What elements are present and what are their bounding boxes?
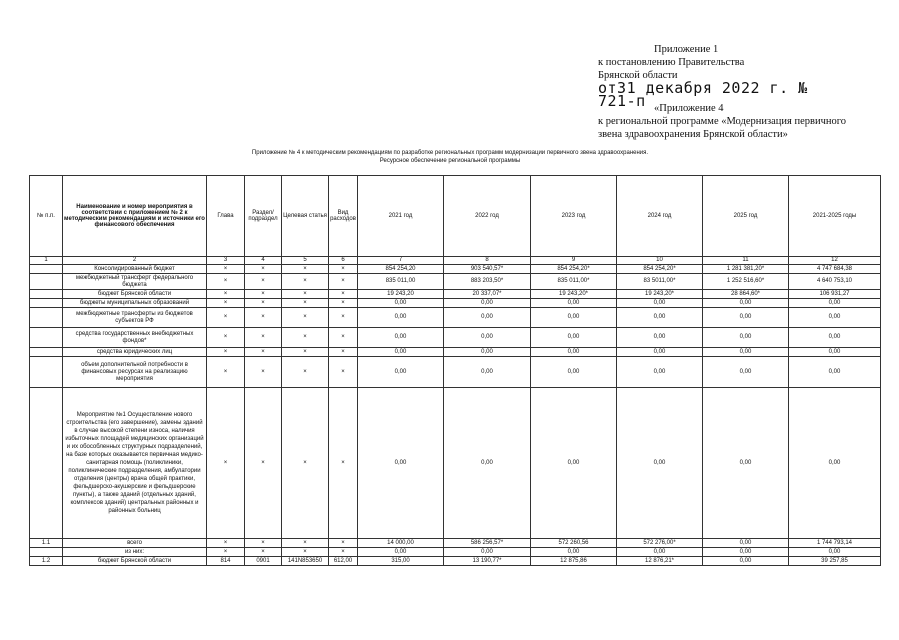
table-cell: 14 000,00 — [358, 539, 444, 548]
table-cell: 19 243,20* — [531, 290, 617, 299]
resource-table — [29, 175, 881, 566]
column-header: Глава — [207, 176, 245, 257]
column-header: Вид расходов — [329, 176, 358, 257]
table-cell: 4 747 684,38 — [789, 265, 881, 274]
table-cell: × — [329, 328, 358, 348]
table-cell: 0901 — [245, 557, 282, 566]
table-cell: 835 011,00* — [531, 274, 617, 290]
table-cell: 0,00 — [703, 388, 789, 539]
column-number: 8 — [444, 257, 531, 265]
table-cell: 0,00 — [789, 308, 881, 328]
table-cell: 4 640 753,10 — [789, 274, 881, 290]
table-cell: × — [282, 274, 329, 290]
row-label-cell: средства юридических лиц — [63, 348, 207, 357]
table-cell: × — [282, 308, 329, 328]
table-row — [30, 548, 881, 557]
table-cell: × — [245, 265, 282, 274]
table-cell: 0,00 — [789, 548, 881, 557]
table-cell: 83 5011,00* — [617, 274, 703, 290]
table-cell: 0,00 — [703, 557, 789, 566]
table-cell: 0,00 — [444, 348, 531, 357]
table-cell: 0,00 — [703, 357, 789, 388]
row-label-cell: Мероприятие №1 Осуществление нового строительства (его завершение), замены зданий в случае высокой степени износа, наличия избыточных площадей медицинских организаций и их обособленных структурных подразделений, на базе которых оказывается первичная медико-санитарная помощь (поликлиники, поликлинические подразделения, амбулатории отделения (центры) врача общей практики, фельдшерско-акушерские и фельдшерские пункты), а также зданий (отдельных зданий, комплексов зданий) центральных районных и районных больниц — [63, 388, 207, 539]
table-row — [30, 290, 881, 299]
table-cell: 612,00 — [329, 557, 358, 566]
table-cell: 0,00 — [358, 548, 444, 557]
table-cell: 0,00 — [703, 328, 789, 348]
table-cell: 0,00 — [444, 388, 531, 539]
table-cell: × — [245, 290, 282, 299]
table-cell: × — [207, 539, 245, 548]
table-cell: × — [245, 348, 282, 357]
table-cell: × — [207, 388, 245, 539]
column-number: 11 — [703, 257, 789, 265]
table-cell: × — [282, 548, 329, 557]
decree-date-stamp: от31 декабря 2022 г. № 721-п — [598, 79, 808, 110]
table-cell: 106 931,27 — [789, 290, 881, 299]
column-number: 6 — [329, 257, 358, 265]
row-label-cell: всего — [63, 539, 207, 548]
column-header: Наименование и номер мероприятия в соответствии с приложением № 2 к методическим рекомендациям и источники его финансового обеспечения — [63, 176, 207, 257]
table-cell: 0,00 — [703, 308, 789, 328]
table-cell: 13 190,77* — [444, 557, 531, 566]
table-cell: 0,00 — [358, 299, 444, 308]
column-header: Целевая статья — [282, 176, 329, 257]
table-cell: × — [245, 299, 282, 308]
table-cell: 20 337,07* — [444, 290, 531, 299]
table-cell: 0,00 — [617, 308, 703, 328]
program-header — [598, 102, 868, 141]
table-row — [30, 557, 881, 566]
table-cell: × — [207, 265, 245, 274]
table-row — [30, 274, 881, 290]
caption-line-1: Приложение № 4 к методическим рекомендациям по разработке региональных программ модернизации первичного звена здравоохранения. — [251, 150, 649, 156]
table-cell: 0,00 — [531, 388, 617, 539]
table-cell: × — [282, 348, 329, 357]
table-cell: × — [207, 308, 245, 328]
column-header: 2021-2025 годы — [789, 176, 881, 257]
column-number: 12 — [789, 257, 881, 265]
table-cell: 572 276,00* — [617, 539, 703, 548]
table-cell: × — [282, 357, 329, 388]
decree-line-2: Брянской области — [598, 70, 678, 81]
caption-line-2: Ресурсное обеспечение региональной программы — [379, 158, 521, 164]
table-cell: 141N853650 — [282, 557, 329, 566]
table-cell: 0,00 — [617, 299, 703, 308]
table-cell: 1 252 516,60* — [703, 274, 789, 290]
table-cell — [30, 388, 63, 539]
table-cell — [30, 299, 63, 308]
table-cell: 0,00 — [703, 299, 789, 308]
table-cell: × — [282, 328, 329, 348]
table-cell: 0,00 — [358, 388, 444, 539]
decree-line-1: к постановлению Правительства — [598, 57, 745, 68]
table-cell: 0,00 — [358, 348, 444, 357]
table-cell: 814 — [207, 557, 245, 566]
table-row — [30, 299, 881, 308]
table-cell: 0,00 — [789, 348, 881, 357]
table-cell: 12 876,21* — [617, 557, 703, 566]
table-cell: 0,00 — [531, 308, 617, 328]
column-number: 7 — [358, 257, 444, 265]
table-cell: × — [207, 290, 245, 299]
column-header: 2023 год — [531, 176, 617, 257]
table-cell: × — [207, 548, 245, 557]
table-cell: 0,00 — [617, 348, 703, 357]
column-header: 2025 год — [703, 176, 789, 257]
table-column-number-row — [30, 257, 881, 265]
table-cell: × — [245, 388, 282, 539]
table-cell: × — [329, 308, 358, 328]
table-cell: × — [245, 548, 282, 557]
table-cell — [30, 348, 63, 357]
table-cell: × — [245, 308, 282, 328]
column-header: 2021 год — [358, 176, 444, 257]
table-cell: 1 744 793,14 — [789, 539, 881, 548]
table-cell: 0,00 — [703, 539, 789, 548]
table-cell — [30, 308, 63, 328]
program-appendix-title: «Приложение 4 — [654, 103, 724, 114]
table-row — [30, 265, 881, 274]
table-cell — [30, 357, 63, 388]
table-cell: × — [282, 388, 329, 539]
table-row — [30, 357, 881, 388]
column-number: 1 — [30, 257, 63, 265]
table-cell: 586 256,57* — [444, 539, 531, 548]
table-cell — [30, 290, 63, 299]
table-cell: 0,00 — [531, 348, 617, 357]
column-header: 2024 год — [617, 176, 703, 257]
table-cell: × — [245, 328, 282, 348]
table-cell: 0,00 — [358, 328, 444, 348]
table-cell: 0,00 — [444, 548, 531, 557]
table-cell: × — [282, 265, 329, 274]
table-cell: 854 254,20 — [358, 265, 444, 274]
table-cell: 12 875,86 — [531, 557, 617, 566]
table-cell: 1.1 — [30, 539, 63, 548]
table-cell: × — [329, 265, 358, 274]
table-cell: 0,00 — [531, 299, 617, 308]
table-row — [30, 348, 881, 357]
table-cell: 0,00 — [617, 388, 703, 539]
table-row — [30, 539, 881, 548]
decree-header — [598, 43, 838, 108]
table-row — [30, 388, 881, 539]
table-caption — [230, 149, 670, 165]
table-cell: 0,00 — [444, 357, 531, 388]
table-cell: 28 864,60* — [703, 290, 789, 299]
column-number: 3 — [207, 257, 245, 265]
table-cell: × — [329, 274, 358, 290]
table-cell: 0,00 — [444, 328, 531, 348]
table-cell: × — [329, 299, 358, 308]
table-cell: 0,00 — [358, 357, 444, 388]
table-cell: × — [329, 548, 358, 557]
table-cell: 854 254,20* — [617, 265, 703, 274]
table-cell: 0,00 — [531, 548, 617, 557]
table-cell: × — [207, 328, 245, 348]
table-cell: × — [282, 290, 329, 299]
column-header: Раздел/ подраздел — [245, 176, 282, 257]
table-cell: × — [245, 539, 282, 548]
table-row — [30, 308, 881, 328]
table-cell: × — [245, 357, 282, 388]
program-line-2: звена здравоохранения Брянской области» — [598, 129, 788, 140]
column-header: 2022 год — [444, 176, 531, 257]
row-label-cell: объем дополнительной потребности в финансовых ресурсах на реализацию мероприятия — [63, 357, 207, 388]
table-cell: 0,00 — [789, 388, 881, 539]
table-cell: × — [329, 290, 358, 299]
table-cell: 0,00 — [444, 308, 531, 328]
table-cell: 0,00 — [358, 308, 444, 328]
row-label-cell: межбюджетный трансферт федерального бюджета — [63, 274, 207, 290]
table-cell: 0,00 — [617, 328, 703, 348]
table-cell: × — [329, 348, 358, 357]
row-label-cell: средства государственных внебюджетных фондов* — [63, 328, 207, 348]
table-cell: 0,00 — [617, 548, 703, 557]
table-cell: 0,00 — [703, 348, 789, 357]
table-cell: × — [282, 299, 329, 308]
table-cell: 572 260,56 — [531, 539, 617, 548]
table-cell: × — [245, 274, 282, 290]
table-cell: 0,00 — [444, 299, 531, 308]
program-line-1: к региональной программе «Модернизация первичного — [598, 116, 847, 127]
table-cell: 19 243,20 — [358, 290, 444, 299]
table-cell: 1.2 — [30, 557, 63, 566]
table-row — [30, 328, 881, 348]
table-cell: × — [329, 539, 358, 548]
row-label-cell: бюджет Брянской области — [63, 290, 207, 299]
decree-appendix-title: Приложение 1 — [654, 44, 719, 55]
column-header: № п.п. — [30, 176, 63, 257]
column-number: 5 — [282, 257, 329, 265]
table-cell — [30, 274, 63, 290]
table-cell — [30, 328, 63, 348]
table-cell: 19 243,20* — [617, 290, 703, 299]
table-cell: 1 281 381,20* — [703, 265, 789, 274]
table-cell: × — [282, 539, 329, 548]
table-cell: 0,00 — [531, 328, 617, 348]
table-cell: 0,00 — [789, 299, 881, 308]
table-cell: 0,00 — [703, 548, 789, 557]
table-cell: × — [329, 388, 358, 539]
column-number: 10 — [617, 257, 703, 265]
row-label-cell: из них: — [63, 548, 207, 557]
table-cell: 903 540,57* — [444, 265, 531, 274]
table-header-row — [30, 176, 881, 257]
table-cell: × — [207, 299, 245, 308]
row-label-cell: бюджет Брянской области — [63, 557, 207, 566]
table-cell: 0,00 — [789, 357, 881, 388]
row-label-cell: бюджеты муниципальных образований — [63, 299, 207, 308]
table-cell: 0,00 — [617, 357, 703, 388]
column-number: 4 — [245, 257, 282, 265]
table-cell: 883 203,50* — [444, 274, 531, 290]
table-cell: 0,00 — [789, 328, 881, 348]
column-number: 2 — [63, 257, 207, 265]
column-number: 9 — [531, 257, 617, 265]
table-cell: 39 257,85 — [789, 557, 881, 566]
table-cell — [30, 548, 63, 557]
table-cell: 854 254,20* — [531, 265, 617, 274]
row-label-cell: межбюджетные трансферты из бюджетов субъектов РФ — [63, 308, 207, 328]
table-cell: 835 011,00 — [358, 274, 444, 290]
table-cell: × — [207, 357, 245, 388]
table-cell — [30, 265, 63, 274]
row-label-cell: Консолидированный бюджет — [63, 265, 207, 274]
table-cell: × — [207, 348, 245, 357]
table-cell: × — [329, 357, 358, 388]
table-cell: 315,00 — [358, 557, 444, 566]
table-cell: 0,00 — [531, 357, 617, 388]
table-cell: × — [207, 274, 245, 290]
